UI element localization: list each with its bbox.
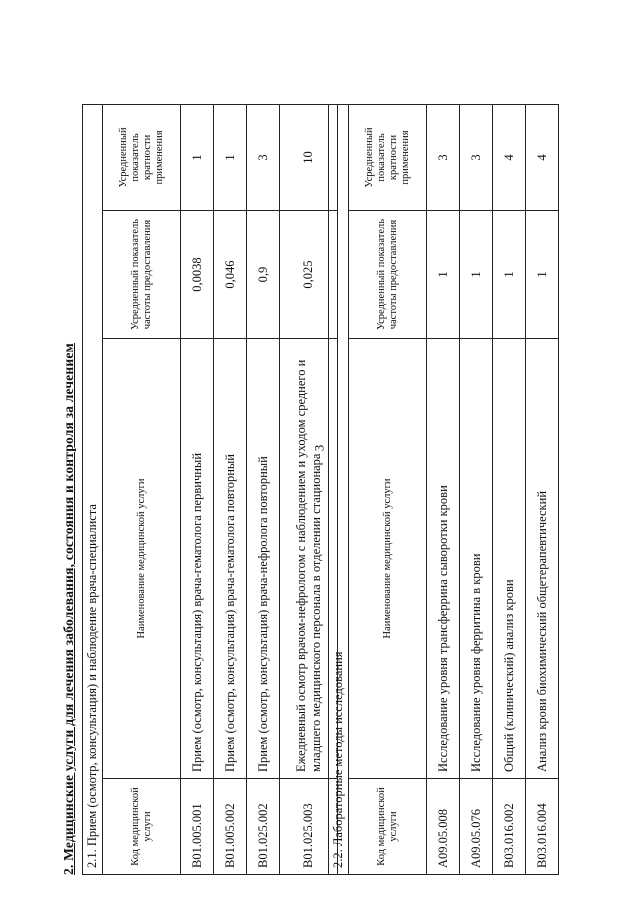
table-header-row (103, 104, 181, 874)
service-multiplicity: 4 (493, 104, 526, 210)
service-multiplicity: 3 (427, 104, 460, 210)
service-multiplicity: 10 (280, 104, 338, 210)
service-code: B03.016.002 (493, 779, 526, 875)
table-row (181, 104, 214, 874)
service-code: B01.005.002 (214, 779, 247, 875)
service-name: Прием (осмотр, консультация) врача-нефролога повторный (247, 339, 280, 779)
service-code: B03.016.004 (526, 779, 559, 875)
header-frequency: Усредненный показатель частоты предоставления (349, 211, 427, 339)
header-name: Наименование медицинской услуги (349, 339, 427, 779)
service-frequency: 0,046 (214, 211, 247, 339)
table-row (427, 104, 460, 874)
service-frequency: 1 (427, 211, 460, 339)
service-name: Прием (осмотр, консультация) врача-гематолога повторный (214, 339, 247, 779)
header-name: Наименование медицинской услуги (103, 339, 181, 779)
services-table-consultation (82, 104, 338, 875)
section-title-text: 2. Медицинские услуги для лечения заболевания, состояния и контроля за лечением (61, 343, 76, 875)
service-frequency: 1 (526, 211, 559, 339)
section-title (60, 45, 78, 875)
service-multiplicity: 4 (526, 104, 559, 210)
service-name: Ежедневный осмотр врачом-нефрологом с наблюдением и уходом среднего и младшего медицинского персонала в отделении стационара (280, 339, 338, 779)
table-subtitle: 2.2. Лабораторные методы исследования (329, 104, 349, 874)
service-frequency: 0,0038 (181, 211, 214, 339)
service-code: B01.025.002 (247, 779, 280, 875)
rotated-content (60, 45, 620, 875)
table-row (460, 104, 493, 874)
page-number: 3 (311, 444, 327, 452)
table-subtitle: 2.1. Прием (осмотр, консультация) и наблюдение врача-специалиста (83, 104, 103, 874)
table-subtitle-row (329, 104, 349, 874)
header-code: Код медицинской услуги (103, 779, 181, 875)
service-code: B01.005.001 (181, 779, 214, 875)
table-row (214, 104, 247, 874)
service-frequency: 0,025 (280, 211, 338, 339)
service-frequency: 1 (493, 211, 526, 339)
header-multiplicity: Усредненный показатель кратности применения (349, 104, 427, 210)
service-multiplicity: 3 (460, 104, 493, 210)
service-frequency: 1 (460, 211, 493, 339)
service-code: A09.05.076 (460, 779, 493, 875)
table-row (526, 104, 559, 874)
header-multiplicity: Усредненный показатель кратности применения (103, 104, 181, 210)
service-multiplicity: 3 (247, 104, 280, 210)
table-header-row (349, 104, 427, 874)
service-multiplicity: 1 (214, 104, 247, 210)
service-name: Прием (осмотр, консультация) врача-гематолога первичный (181, 339, 214, 779)
table-row (247, 104, 280, 874)
service-code: A09.05.008 (427, 779, 460, 875)
service-name: Исследование уровня ферритина в крови (460, 339, 493, 779)
service-name: Исследование уровня трансферрина сыворотки крови (427, 339, 460, 779)
service-name: Анализ крови биохимический общетерапевтический (526, 339, 559, 779)
service-frequency: 0,9 (247, 211, 280, 339)
service-multiplicity: 1 (181, 104, 214, 210)
services-table-laboratory (328, 104, 559, 875)
header-frequency: Усредненный показатель частоты предоставления (103, 211, 181, 339)
service-code: B01.025.003 (280, 779, 338, 875)
table-row (493, 104, 526, 874)
service-name: Общий (клинический) анализ крови (493, 339, 526, 779)
header-code: Код медицинской услуги (349, 779, 427, 875)
table-subtitle-row (83, 104, 103, 874)
